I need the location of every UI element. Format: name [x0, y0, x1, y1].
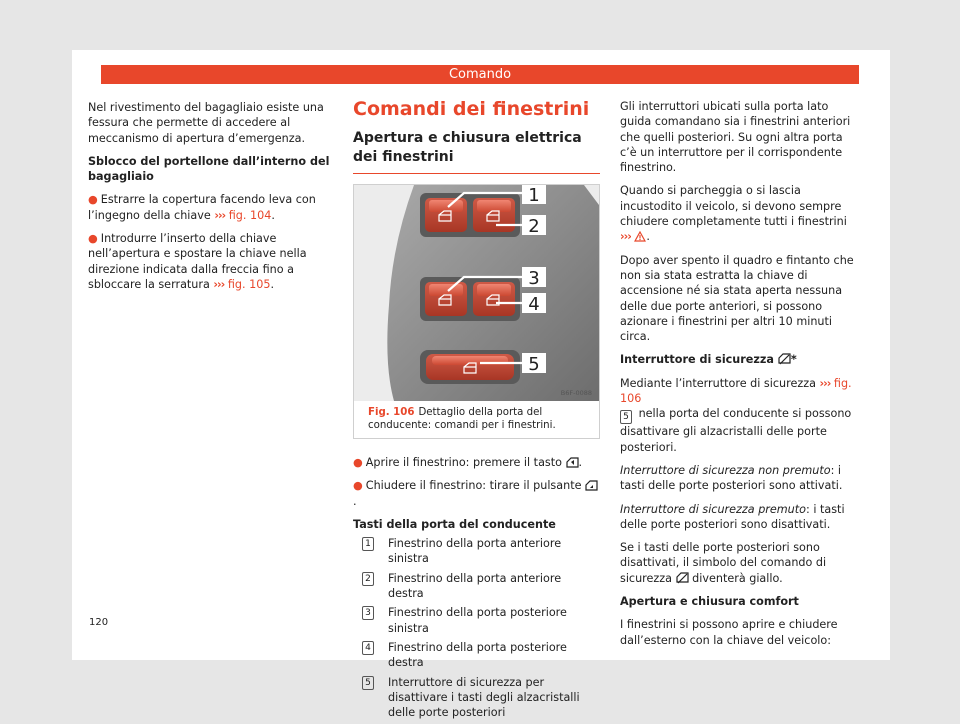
callout-ref-5: 5: [620, 410, 632, 424]
figure-106: [353, 184, 600, 439]
fig-105-link[interactable]: fig. 105: [227, 277, 271, 291]
bullet-item: ● Introdurre l’inserto della chiave nell’apertura e spostare la chiave nella direzione indicata dalla freccia fino a sbloccare la serratura ››› fig. 105.: [88, 232, 307, 291]
bullet-icon: ●: [88, 193, 98, 207]
tailgate-heading: Sblocco del portellone dall’interno del bagagliaio: [88, 154, 330, 184]
divider: [353, 173, 600, 174]
callout-3: [522, 267, 546, 289]
page-number: 120: [89, 617, 109, 628]
callout-4: [522, 293, 546, 315]
button-1: [425, 198, 467, 232]
safety-switch-icon: [778, 353, 791, 365]
button-3: [425, 282, 467, 316]
figure-code: B6F-0088: [560, 389, 592, 397]
figure-number: Fig. 106: [368, 407, 415, 418]
callout-label-3: 3: [528, 268, 540, 289]
callout-1: [522, 185, 546, 206]
figure-caption: [354, 401, 599, 438]
bullet-item: ● Aprire il finestrino: premere il tasto .: [353, 456, 583, 469]
bullet-item: ● Chiudere il finestrino: tirare il pulsante .: [353, 478, 600, 509]
paragraph: I finestrini si possono aprire e chiudere dall’esterno con la chiave del veicolo:: [620, 618, 838, 647]
driver-buttons-list: [353, 536, 600, 720]
list-item: 1 Finestrino della porta anteriore sinistra: [353, 536, 600, 567]
list-item: 2 Finestrino della porta anteriore destra: [353, 571, 600, 602]
callout-label-4: 4: [528, 294, 540, 315]
callout-2: [522, 215, 546, 237]
list-item: 5 Interruttore di sicurezza per disattivare i tasti degli alzacristalli delle porte posteriori: [353, 675, 600, 721]
bullet-icon: ●: [353, 479, 363, 493]
window-switch-icon: [585, 480, 598, 491]
section-header: Comando: [101, 65, 859, 84]
paragraph: Interruttore di sicurezza premuto: i tasti delle porte posteriori sono disattivati.: [620, 502, 845, 531]
driver-buttons-heading: Tasti della porta del conducente: [353, 517, 556, 531]
column-left: [88, 100, 335, 300]
bullet-icon: ●: [353, 456, 363, 469]
column-right: [620, 99, 860, 656]
fig-106-link[interactable]: fig. 106: [620, 376, 852, 406]
section-title: Comandi dei finestrini: [353, 98, 590, 120]
callout-label-5: 5: [528, 354, 540, 375]
list-item: 3 Finestrino della porta posteriore sinistra: [353, 605, 600, 636]
paragraph: Mediante l’interruttore di sicurezza ››› fig. 106 5 nella porta del conducente si possono disattivare gli alzacristalli delle porte posteriori.: [620, 376, 852, 454]
button-5: [426, 354, 514, 380]
callout-5: [522, 353, 546, 375]
safety-switch-icon: [676, 572, 689, 584]
intro-paragraph: Nel rivestimento del bagagliaio esiste una fessura che permette di accedere al meccanismo di apertura d’emergenza.: [88, 101, 324, 145]
subsection-title: Apertura e chiusura elettrica dei finestrini: [353, 130, 582, 165]
paragraph: Quando si parcheggia o si lascia incustodito il veicolo, si devono sempre chiudere completamente tutti i finestrini ››› .: [620, 184, 847, 244]
safety-switch-heading: Interruttore di sicurezza *: [620, 353, 797, 367]
comfort-heading: Apertura e chiusura comfort: [620, 595, 799, 609]
callout-label-2: 2: [528, 216, 540, 237]
list-item: 4 Finestrino della porta posteriore destra: [353, 640, 600, 671]
column-middle: [353, 97, 600, 724]
button-4: [473, 282, 515, 316]
window-switch-illustration: [354, 185, 599, 401]
paragraph: Dopo aver spento il quadro e fintanto che non sia stata estratta la chiave di accensione né sia stata aperta nessuna delle due porte anteriori, si possono azionare i finestrini per altri 10 minuti circa.: [620, 253, 854, 344]
paragraph: Gli interruttori ubicati sulla porta lato guida comandano sia i finestrini anteriori che quelli posteriori. Su ogni altra porta c’è un interruttore per il corrispondente finestrino.: [620, 100, 851, 175]
window-switch-icon: [566, 457, 579, 468]
fig-104-link[interactable]: fig. 104: [228, 208, 272, 222]
bullet-item: ● Estrarre la copertura facendo leva con l’ingegno della chiave ››› fig. 104.: [88, 193, 316, 222]
callout-label-1: 1: [528, 185, 540, 206]
figure-caption-text: Dettaglio della porta del conducente: comandi per i finestrini.: [368, 407, 556, 431]
bullet-icon: ●: [88, 232, 98, 246]
paragraph: Se i tasti delle porte posteriori sono disattivati, il simbolo del comando di sicurezza diventerà giallo.: [620, 541, 827, 585]
button-2: [473, 198, 515, 232]
paragraph: Interruttore di sicurezza non premuto: i tasti delle porte posteriori sono attivati.: [620, 463, 843, 493]
warning-icon[interactable]: [634, 231, 646, 242]
